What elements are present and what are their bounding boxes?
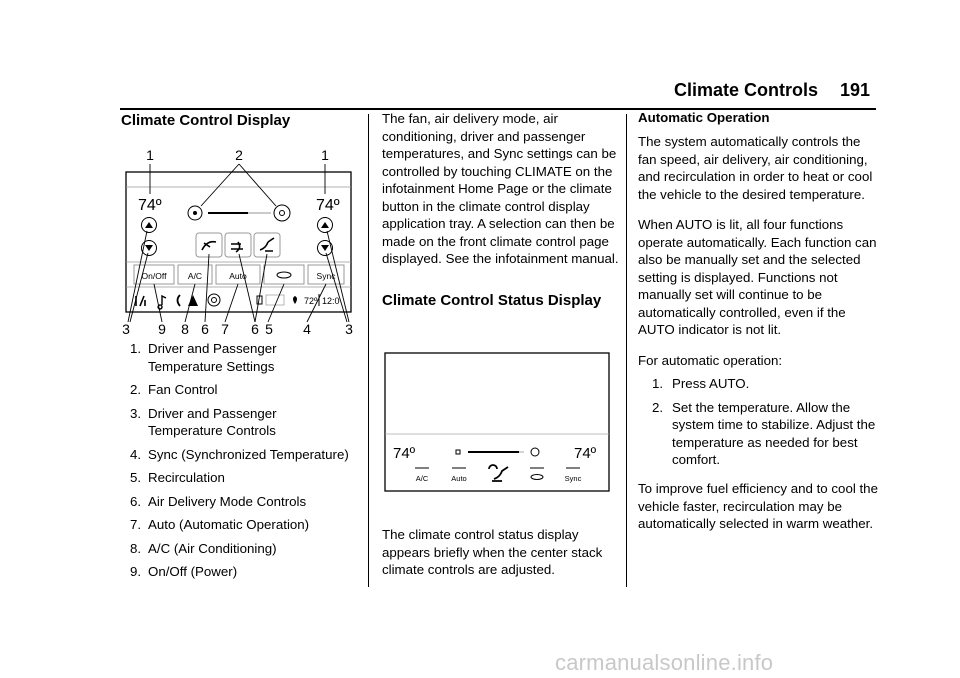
auto-paragraph-4: To improve fuel efficiency and to cool the vehicle faster, recirculation may be automatically selected in warm weather. (638, 481, 878, 531)
callout-top-1a: 1 (146, 147, 154, 163)
page-number: 191 (840, 80, 871, 100)
climate-control-display-heading: Climate Control Display (121, 112, 291, 129)
ac-button: A/C (187, 271, 203, 281)
driver-temp: 74º (138, 197, 162, 214)
callout-top-2: 2 (235, 147, 243, 163)
auto-button: Auto (229, 271, 247, 281)
passenger-temp: 74º (316, 197, 340, 214)
auto-paragraph-1: The system automatically controls the fan speed, air delivery, air conditioning, and recirculation in order to heat or cool the vehicle to the desired temperature. (638, 134, 873, 202)
legend-item: 3. Driver and Passenger Temperature Controls (130, 405, 277, 438)
auto-paragraph-3: For automatic operation: (638, 353, 783, 368)
climate-control-display-figure (118, 142, 364, 337)
legend-item: 8. A/C (Air Conditioning) (130, 540, 277, 556)
legend-item: 4. Sync (Synchronized Temperature) (130, 446, 349, 462)
legend-item: 1. Driver and Passenger Temperature Settings (130, 341, 277, 374)
callout-bottom-3b: 3 (345, 321, 353, 337)
intro-paragraph: The fan, air delivery mode, air conditioning, driver and passenger temperatures, and Sync settings can be controlled by touching CLIMATE on the infotainment Home Page or the climate button in the climate control display application tray. A selection can then be made on the front climate control page displayed. See the infotainment manual. (382, 111, 619, 266)
sync-button: Sync (316, 271, 336, 281)
column-divider-1 (368, 114, 369, 587)
column-divider-2 (626, 114, 627, 587)
callout-top-1b: 1 (321, 147, 329, 163)
on-off-button: On/Off (141, 271, 167, 281)
status-display-heading: Climate Control Status Display (382, 292, 602, 309)
watermark: carmanualsonline.info (555, 650, 774, 675)
callout-bottom-3a: 3 (122, 321, 130, 337)
step-item: 2. Set the temperature. Allow the system time to stabilize. Adjust the temperature as needed for best comfort. (652, 399, 876, 467)
section-title: Climate Controls (674, 80, 819, 100)
legend-item: 5. Recirculation (130, 470, 225, 485)
legend-item: 7. Auto (Automatic Operation) (130, 517, 310, 532)
figure-legend-list (130, 340, 350, 587)
status-ac-label: A/C (415, 474, 429, 483)
callout-bottom-7: 7 (221, 321, 229, 337)
status-time: 12:0 (322, 296, 340, 306)
status-sync-label: Sync (564, 474, 582, 483)
status-auto-label: Auto (451, 474, 467, 483)
callout-bottom-9: 9 (158, 321, 166, 337)
legend-item: 9. On/Off (Power) (130, 564, 238, 579)
status-temperature: 72º (304, 296, 318, 306)
status-caption: The climate control status display appears briefly when the center stack climate controls are adjusted. (382, 527, 603, 577)
status-driver-temp: 74º (393, 445, 416, 462)
legend-item: 2. Fan Control (130, 382, 218, 397)
callout-bottom-6b: 6 (251, 321, 259, 337)
callout-bottom-6a: 6 (201, 321, 209, 337)
automatic-operation-heading: Automatic Operation (638, 110, 770, 125)
auto-paragraph-2: When AUTO is lit, all four functions operate automatically. Each function can also be manually set and the selected setting is displayed. Functions not manually set will continue to be automatically controlled, even if the AUTO indicator is not lit. (638, 217, 877, 337)
status-passenger-temp: 74º (574, 445, 597, 462)
automatic-steps-list (652, 375, 878, 469)
step-item: 1. Press AUTO. (652, 376, 750, 391)
callout-bottom-4: 4 (303, 321, 311, 337)
callout-bottom-5: 5 (265, 321, 273, 337)
callout-bottom-8: 8 (181, 321, 189, 337)
legend-item: 6. Air Delivery Mode Controls (130, 493, 307, 509)
status-display-figure (384, 352, 610, 492)
